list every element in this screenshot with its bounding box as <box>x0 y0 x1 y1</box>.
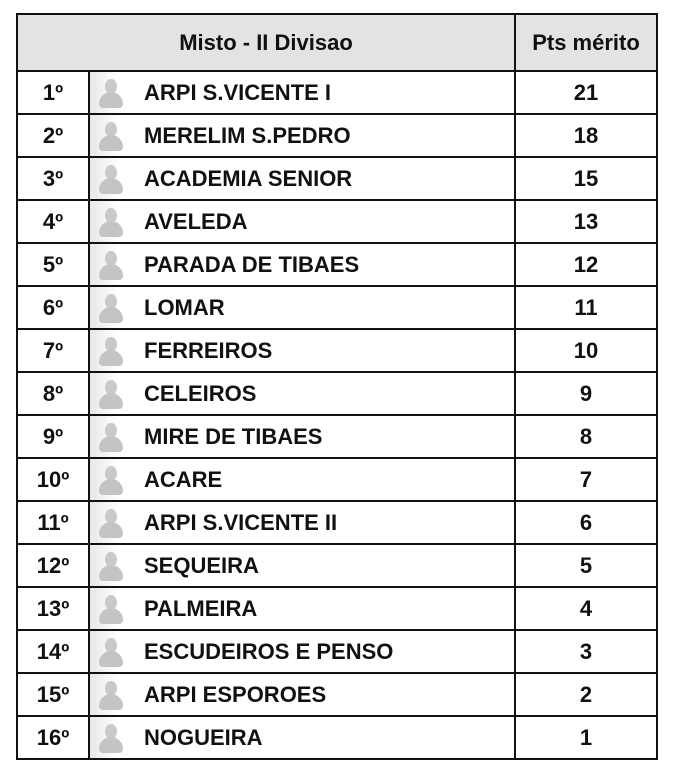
standings-table <box>16 13 658 760</box>
avatar-cell <box>89 587 138 630</box>
points-cell: 11 <box>515 286 657 329</box>
team-name-cell: PALMEIRA <box>138 587 515 630</box>
team-name-cell: ESCUDEIROS E PENSO <box>138 630 515 673</box>
avatar-cell <box>89 716 138 759</box>
team-name-cell: PARADA DE TIBAES <box>138 243 515 286</box>
rank-cell: 14º <box>17 630 89 673</box>
user-avatar-placeholder-icon <box>98 120 124 152</box>
team-name-cell: ARPI S.VICENTE II <box>138 501 515 544</box>
avatar-cell <box>89 673 138 716</box>
table-row <box>17 286 657 329</box>
user-avatar-placeholder-icon <box>98 421 124 453</box>
avatar-cell <box>89 329 138 372</box>
points-cell: 18 <box>515 114 657 157</box>
team-name-cell: MIRE DE TIBAES <box>138 415 515 458</box>
user-avatar-placeholder-icon <box>98 378 124 410</box>
avatar-cell <box>89 157 138 200</box>
user-avatar-placeholder-icon <box>98 335 124 367</box>
team-name-cell: LOMAR <box>138 286 515 329</box>
team-name-cell: CELEIROS <box>138 372 515 415</box>
user-avatar-placeholder-icon <box>98 722 124 754</box>
points-cell: 1 <box>515 716 657 759</box>
rank-cell: 2º <box>17 114 89 157</box>
points-cell: 13 <box>515 200 657 243</box>
table-row <box>17 415 657 458</box>
points-column-header: Pts mérito <box>515 14 657 71</box>
table-row <box>17 458 657 501</box>
avatar-cell <box>89 372 138 415</box>
table-row <box>17 544 657 587</box>
team-name-cell: MERELIM S.PEDRO <box>138 114 515 157</box>
points-cell: 21 <box>515 71 657 114</box>
table-row <box>17 716 657 759</box>
avatar-cell <box>89 458 138 501</box>
points-cell: 9 <box>515 372 657 415</box>
user-avatar-placeholder-icon <box>98 550 124 582</box>
user-avatar-placeholder-icon <box>98 593 124 625</box>
team-name-cell: AVELEDA <box>138 200 515 243</box>
points-cell: 8 <box>515 415 657 458</box>
avatar-cell <box>89 200 138 243</box>
rank-cell: 16º <box>17 716 89 759</box>
avatar-cell <box>89 71 138 114</box>
avatar-cell <box>89 286 138 329</box>
team-name-cell: SEQUEIRA <box>138 544 515 587</box>
points-cell: 15 <box>515 157 657 200</box>
table-row <box>17 200 657 243</box>
points-cell: 6 <box>515 501 657 544</box>
division-title: Misto - II Divisao <box>17 14 515 71</box>
table-row <box>17 243 657 286</box>
user-avatar-placeholder-icon <box>98 292 124 324</box>
user-avatar-placeholder-icon <box>98 464 124 496</box>
points-cell: 12 <box>515 243 657 286</box>
rank-cell: 9º <box>17 415 89 458</box>
team-name-cell: ACARE <box>138 458 515 501</box>
avatar-cell <box>89 544 138 587</box>
points-cell: 2 <box>515 673 657 716</box>
team-name-cell: FERREIROS <box>138 329 515 372</box>
rank-cell: 3º <box>17 157 89 200</box>
table-row <box>17 673 657 716</box>
table-row <box>17 329 657 372</box>
table-row <box>17 587 657 630</box>
points-cell: 7 <box>515 458 657 501</box>
points-cell: 5 <box>515 544 657 587</box>
team-name-cell: ARPI S.VICENTE I <box>138 71 515 114</box>
user-avatar-placeholder-icon <box>98 163 124 195</box>
user-avatar-placeholder-icon <box>98 206 124 238</box>
rank-cell: 1º <box>17 71 89 114</box>
user-avatar-placeholder-icon <box>98 679 124 711</box>
header-row <box>17 14 657 71</box>
team-name-cell: ARPI ESPOROES <box>138 673 515 716</box>
rank-cell: 13º <box>17 587 89 630</box>
team-name-cell: NOGUEIRA <box>138 716 515 759</box>
table-row <box>17 157 657 200</box>
user-avatar-placeholder-icon <box>98 507 124 539</box>
avatar-cell <box>89 630 138 673</box>
rank-cell: 10º <box>17 458 89 501</box>
avatar-cell <box>89 501 138 544</box>
rank-cell: 15º <box>17 673 89 716</box>
rank-cell: 12º <box>17 544 89 587</box>
avatar-cell <box>89 114 138 157</box>
user-avatar-placeholder-icon <box>98 249 124 281</box>
points-cell: 10 <box>515 329 657 372</box>
user-avatar-placeholder-icon <box>98 77 124 109</box>
user-avatar-placeholder-icon <box>98 636 124 668</box>
rank-cell: 11º <box>17 501 89 544</box>
table-row <box>17 501 657 544</box>
rank-cell: 6º <box>17 286 89 329</box>
rank-cell: 4º <box>17 200 89 243</box>
points-cell: 4 <box>515 587 657 630</box>
avatar-cell <box>89 243 138 286</box>
rank-cell: 8º <box>17 372 89 415</box>
table-row <box>17 114 657 157</box>
team-name-cell: ACADEMIA SENIOR <box>138 157 515 200</box>
table-row <box>17 372 657 415</box>
points-cell: 3 <box>515 630 657 673</box>
table-row <box>17 71 657 114</box>
rank-cell: 7º <box>17 329 89 372</box>
avatar-cell <box>89 415 138 458</box>
table-row <box>17 630 657 673</box>
rank-cell: 5º <box>17 243 89 286</box>
